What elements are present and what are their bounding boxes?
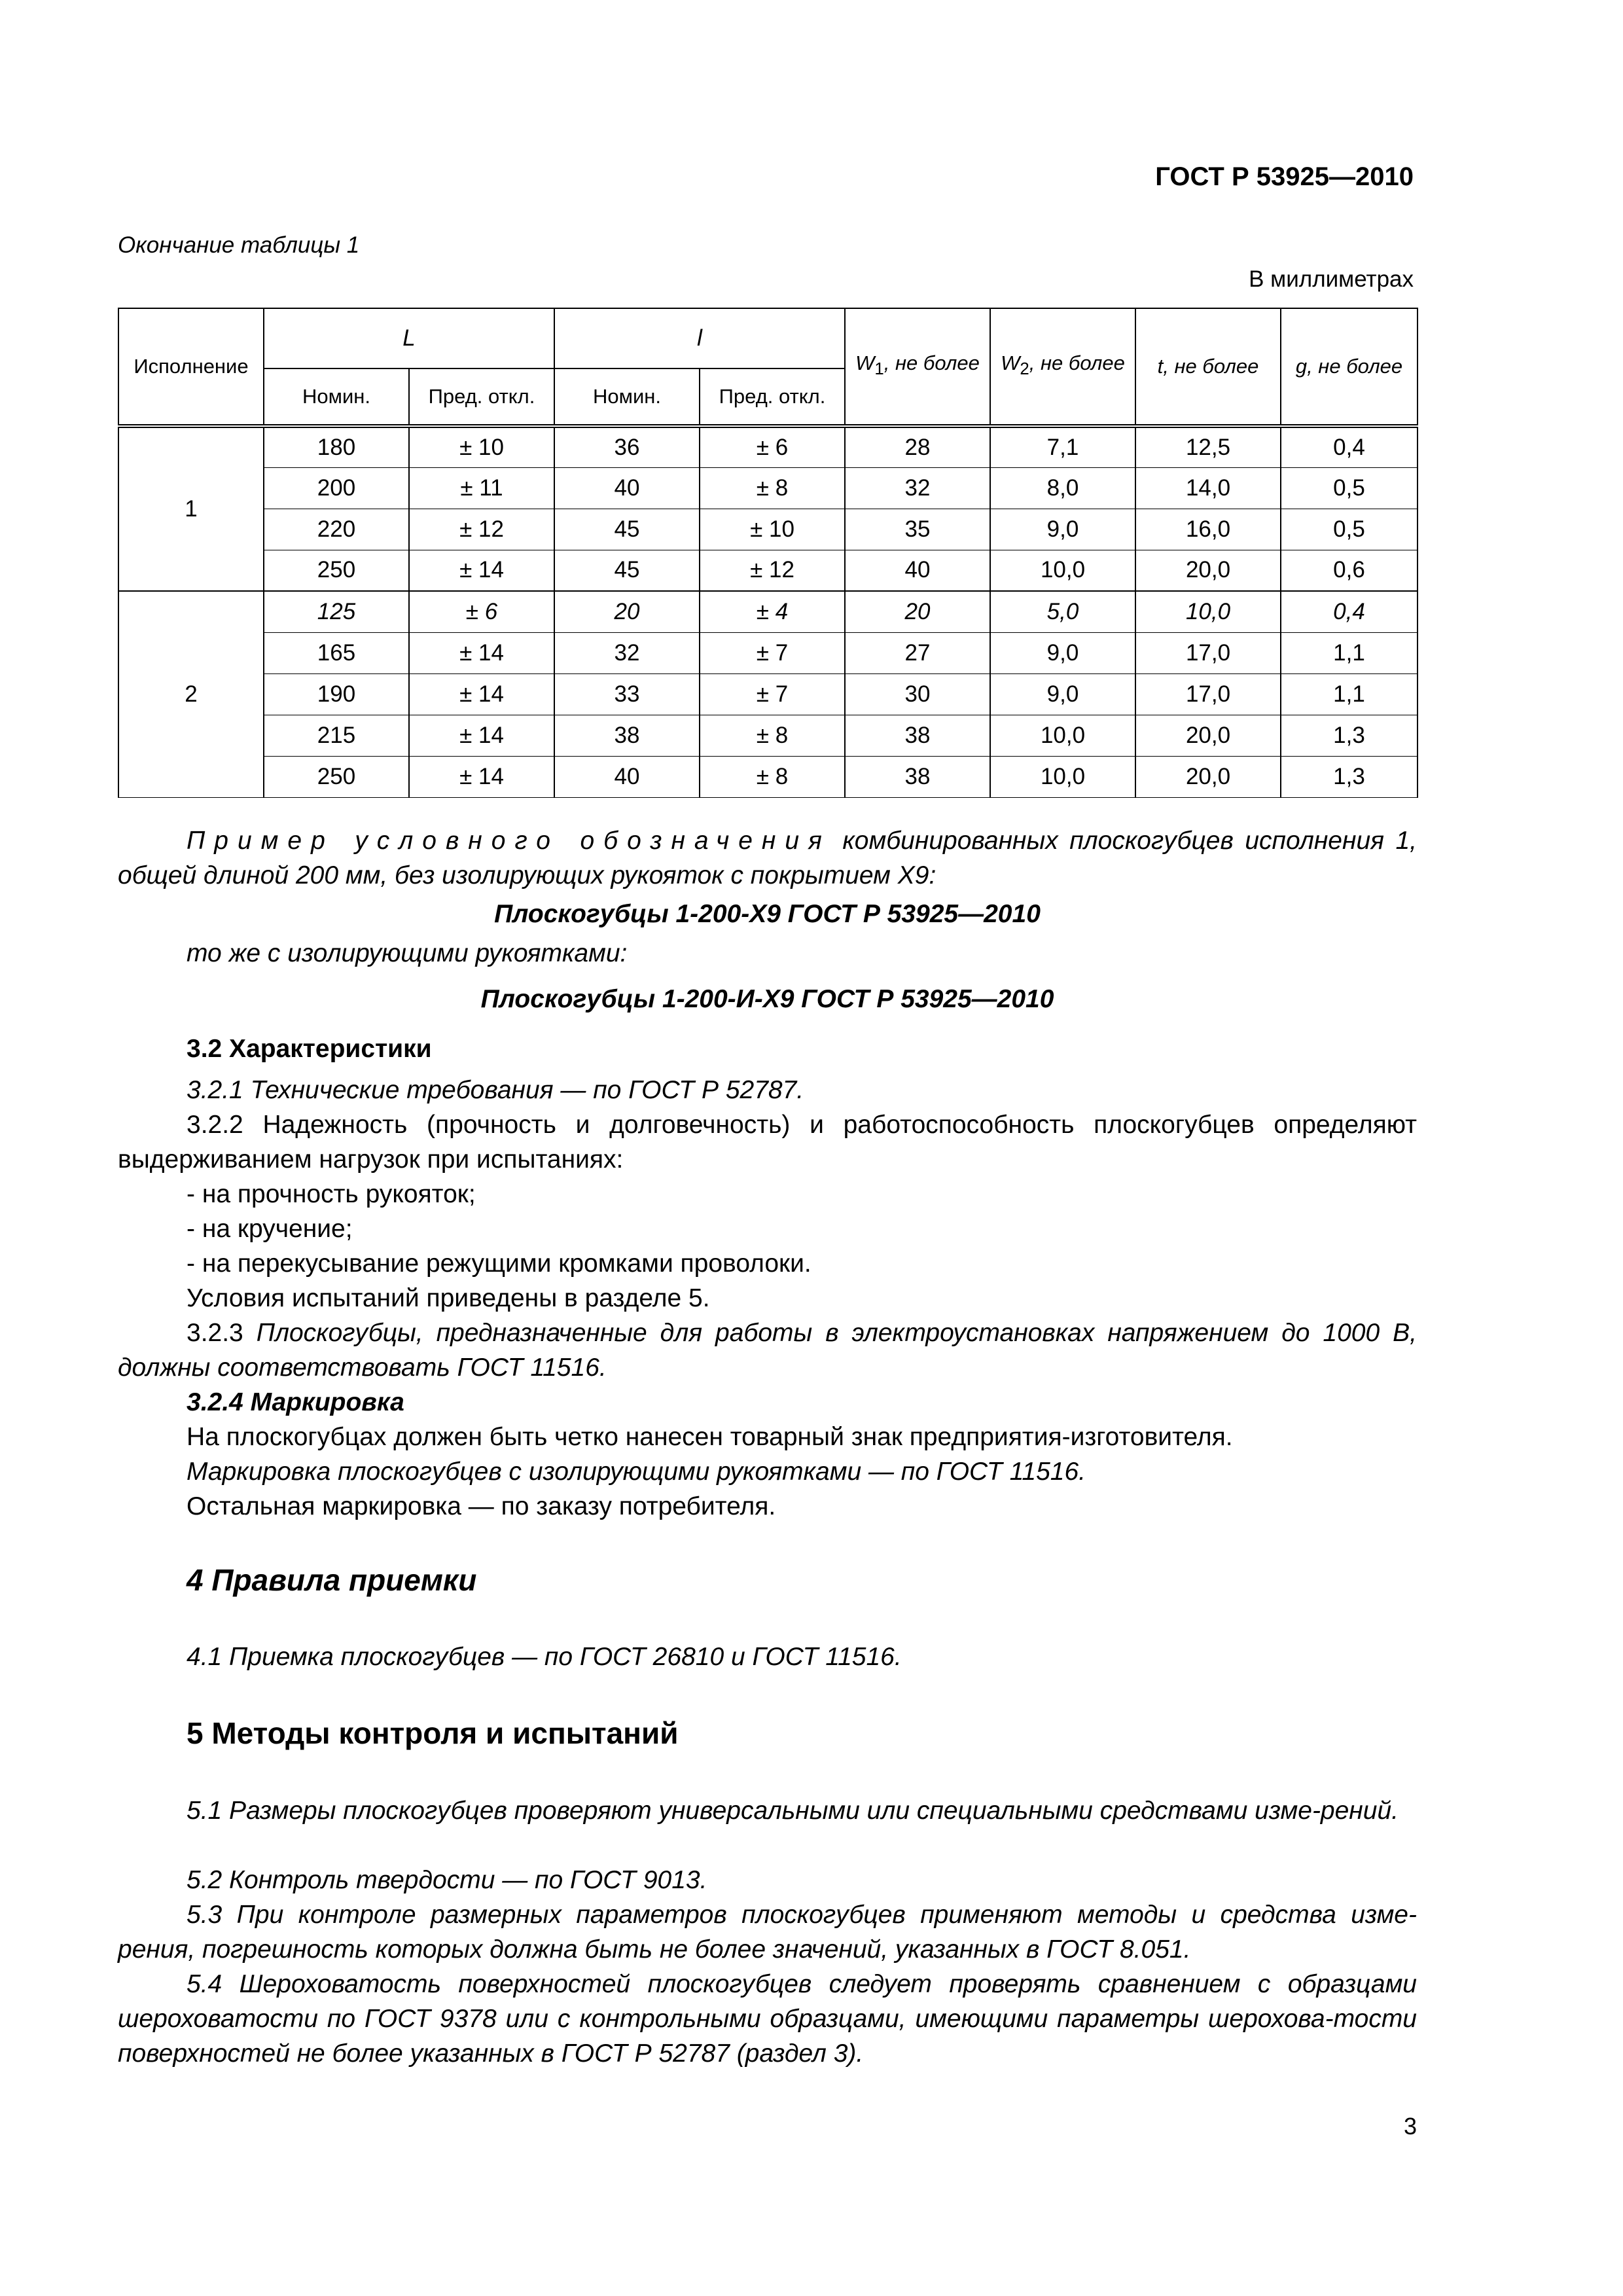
marking-2: Маркировка плоскогубцев с изолирующими рукоятками — по ГОСТ 11516. xyxy=(187,1458,1086,1486)
table-cell: 5,0 xyxy=(990,591,1135,632)
table-cell: 10,0 xyxy=(990,715,1135,756)
table-cell: ± 6 xyxy=(700,426,845,467)
table-cell: ± 14 xyxy=(409,715,554,756)
table-cell: 45 xyxy=(554,509,700,550)
table-row xyxy=(118,715,1418,756)
table-cell: 20 xyxy=(845,591,990,632)
table-cell: ± 12 xyxy=(409,509,554,550)
table-row xyxy=(118,467,1418,509)
table-cell: 0,5 xyxy=(1281,467,1418,509)
table-cell: ± 10 xyxy=(409,426,554,467)
table-cell: ± 6 xyxy=(409,591,554,632)
table-cell: ± 7 xyxy=(700,632,845,673)
table-cell: ± 14 xyxy=(409,673,554,715)
page-number: 3 xyxy=(1403,2113,1417,2140)
table-cell: ± 8 xyxy=(700,715,845,756)
table-cell: 10,0 xyxy=(990,756,1135,797)
table-cell: 32 xyxy=(845,467,990,509)
table-cell: ± 8 xyxy=(700,756,845,797)
table-cell: 1,1 xyxy=(1281,632,1418,673)
table-cell: 38 xyxy=(845,715,990,756)
table-cell: ± 8 xyxy=(700,467,845,509)
designation-1: Плоскогубцы 1-200-Х9 ГОСТ Р 53925—2010 xyxy=(494,900,1041,928)
execution-cell: 1 xyxy=(118,426,264,591)
table-cell: 17,0 xyxy=(1135,632,1281,673)
table-cell: 165 xyxy=(264,632,409,673)
header-L-nom: Номин. xyxy=(264,368,409,426)
designation-2: Плоскогубцы 1-200-И-Х9 ГОСТ Р 53925—2010 xyxy=(480,985,1054,1013)
table-cell: 215 xyxy=(264,715,409,756)
list-item: - на перекусывание режущими кромками проволоки. xyxy=(187,1249,812,1278)
section-3-2-title: 3.2 Характеристики xyxy=(187,1035,432,1063)
para-3-2-3: 3.2.3 Плоскогубцы, предназначенные для работы в электроустановках напряжением до 1000 В, должны соответствовать ГОСТ 11516. xyxy=(118,1319,1418,1382)
table-cell: 1,1 xyxy=(1281,673,1418,715)
table-cell: ± 12 xyxy=(700,550,845,591)
para-3-2-1: 3.2.1 Технические требования — по ГОСТ Р 52787. xyxy=(187,1076,804,1104)
execution-cell: 2 xyxy=(118,591,264,797)
header-l-nom: Номин. xyxy=(554,368,700,426)
section-5-title: 5 Методы контроля и испытаний xyxy=(187,1716,679,1750)
header-l-tol: Пред. откл. xyxy=(700,368,845,426)
example-lead: Пример условного обозначения xyxy=(187,827,831,855)
table-cell: 20,0 xyxy=(1135,715,1281,756)
table-cell: 20,0 xyxy=(1135,550,1281,591)
header-w2: $W_2$, не более xyxy=(990,308,1135,426)
table-cell: 28 xyxy=(845,426,990,467)
table-row xyxy=(118,673,1418,715)
marking-1: На плоскогубцах должен быть четко нанесен товарный знак предприятия-изготовителя. xyxy=(187,1423,1233,1451)
dimensions-table xyxy=(118,308,1418,798)
table-cell: 0,6 xyxy=(1281,550,1418,591)
header-execution: Исполнение xyxy=(118,308,264,426)
para-5-3: 5.3 При контроле размерных параметров плоскогубцев применяют методы и средства изме-рения, погрешность которых должна быть не более значений, указанных в ГОСТ 8.051. xyxy=(118,1901,1417,1964)
table-cell: 9,0 xyxy=(990,509,1135,550)
table-row xyxy=(118,756,1418,797)
section-4-title: 4 Правила приемки xyxy=(187,1563,477,1597)
table-cell: 16,0 xyxy=(1135,509,1281,550)
table-units: В миллиметрах xyxy=(1249,266,1414,292)
table-row xyxy=(118,591,1418,632)
table-cell: 10,0 xyxy=(990,550,1135,591)
table-cell: ± 14 xyxy=(409,632,554,673)
test-conditions: Условия испытаний приведены в разделе 5. xyxy=(187,1284,710,1312)
table-cell: 1,3 xyxy=(1281,756,1418,797)
table-row xyxy=(118,509,1418,550)
table-cell: 220 xyxy=(264,509,409,550)
table-cell: 36 xyxy=(554,426,700,467)
table-row xyxy=(118,426,1418,467)
table-caption: Окончание таблицы 1 xyxy=(118,232,360,258)
table-cell: 27 xyxy=(845,632,990,673)
list-item: - на кручение; xyxy=(187,1215,353,1243)
table-cell: ± 7 xyxy=(700,673,845,715)
table-cell: 14,0 xyxy=(1135,467,1281,509)
table-cell: ± 11 xyxy=(409,467,554,509)
table-cell: 0,4 xyxy=(1281,426,1418,467)
table-cell: 20 xyxy=(554,591,700,632)
table-cell: ± 4 xyxy=(700,591,845,632)
table-row xyxy=(118,550,1418,591)
header-t: t, не более xyxy=(1135,308,1281,426)
table-row xyxy=(118,632,1418,673)
example-text: комбинированных плоскогубцев исполнения 1, общей длиной 200 мм, без изолирующих рукояток с покрытием Х9: xyxy=(118,827,1417,889)
example-same: то же с изолирующими рукоятками: xyxy=(187,939,628,967)
table-cell: 40 xyxy=(554,467,700,509)
table-cell: 45 xyxy=(554,550,700,591)
table-cell: 1,3 xyxy=(1281,715,1418,756)
standard-header: ГОСТ Р 53925—2010 xyxy=(1155,162,1414,191)
table-cell: 7,1 xyxy=(990,426,1135,467)
table-cell: ± 14 xyxy=(409,756,554,797)
table-cell: 40 xyxy=(845,550,990,591)
table-cell: ± 10 xyxy=(700,509,845,550)
table-cell: 0,4 xyxy=(1281,591,1418,632)
table-cell: 32 xyxy=(554,632,700,673)
table-cell: 38 xyxy=(554,715,700,756)
table-cell: 12,5 xyxy=(1135,426,1281,467)
para-5-1: 5.1 Размеры плоскогубцев проверяют универсальными или специальными средствами изме-рений. xyxy=(187,1797,1399,1825)
table-cell: 250 xyxy=(264,550,409,591)
table-cell: 17,0 xyxy=(1135,673,1281,715)
table-cell: 125 xyxy=(264,591,409,632)
table-header-row xyxy=(118,308,1418,368)
table-cell: 10,0 xyxy=(1135,591,1281,632)
table-cell: ± 14 xyxy=(409,550,554,591)
table-body xyxy=(118,426,1418,797)
header-l: l xyxy=(554,308,845,368)
list-item: - на прочность рукояток; xyxy=(187,1180,476,1208)
table-cell: 33 xyxy=(554,673,700,715)
table-cell: 0,5 xyxy=(1281,509,1418,550)
marking-3: Остальная маркировка — по заказу потребителя. xyxy=(187,1492,776,1520)
header-L-tol: Пред. откл. xyxy=(409,368,554,426)
header-w1: $W_1$, не более xyxy=(845,308,990,426)
para-5-4: 5.4 Шероховатость поверхностей плоскогубцев следует проверять сравнением с образцами шероховатости по ГОСТ 9378 или с контрольными образцами, имеющими параметры шерохова-тости поверхностей не более указанных в ГОСТ Р 52787 (раздел 3). xyxy=(118,1970,1417,2068)
header-L: L xyxy=(264,308,554,368)
example-paragraph xyxy=(118,823,1417,893)
para-4-1: 4.1 Приемка плоскогубцев — по ГОСТ 26810 и ГОСТ 11516. xyxy=(187,1643,902,1671)
table-cell: 250 xyxy=(264,756,409,797)
table-cell: 9,0 xyxy=(990,673,1135,715)
table-cell: 8,0 xyxy=(990,467,1135,509)
para-3-2-2: 3.2.2 Надежность (прочность и долговечность) и работоспособность плоскогубцев определяют выдерживанием нагрузок при испытаниях: xyxy=(118,1111,1417,1174)
table-cell: 40 xyxy=(554,756,700,797)
table-cell: 190 xyxy=(264,673,409,715)
header-g: g, не более xyxy=(1281,308,1418,426)
table-cell: 38 xyxy=(845,756,990,797)
para-3-2-4-title: 3.2.4 Маркировка xyxy=(187,1388,404,1416)
para-5-2: 5.2 Контроль твердости — по ГОСТ 9013. xyxy=(187,1866,707,1894)
table-cell: 9,0 xyxy=(990,632,1135,673)
table-cell: 200 xyxy=(264,467,409,509)
table-cell: 35 xyxy=(845,509,990,550)
table-cell: 30 xyxy=(845,673,990,715)
table-cell: 20,0 xyxy=(1135,756,1281,797)
table-cell: 180 xyxy=(264,426,409,467)
